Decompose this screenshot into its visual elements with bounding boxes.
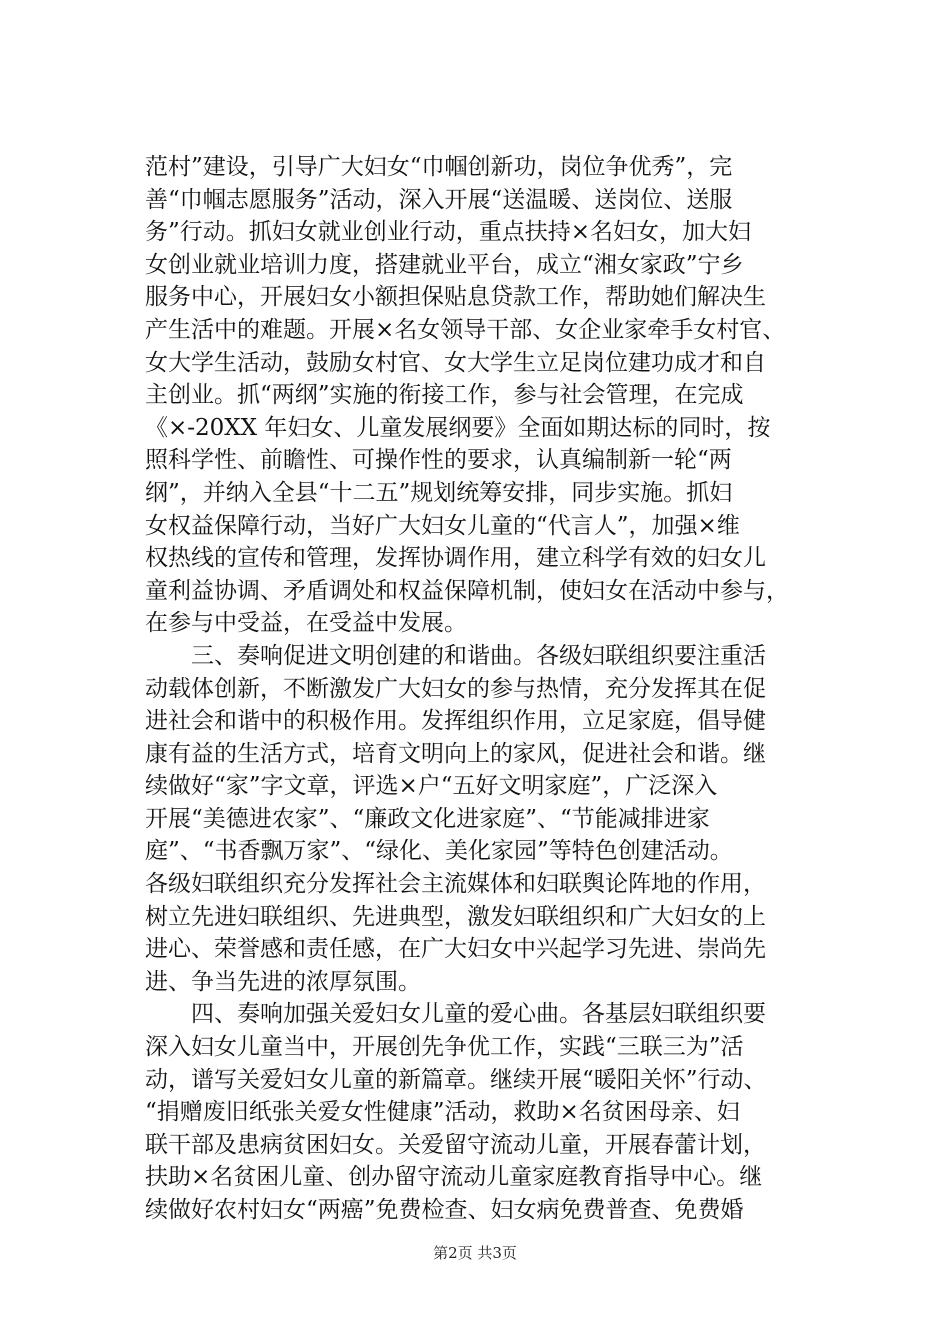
text-line: 务”行动。抓妇女就业创业行动，重点扶持×名妇女，加大妇 [145,219,752,246]
text-line: 动，谱写关爱妇女儿童的新篇章。继续开展“暖阳关怀”行动、 [145,1066,767,1093]
text-line: 进、争当先进的浓厚氛围。 [145,968,421,995]
text-line: 进社会和谐中的积极作用。发挥组织作用，立足家庭，倡导健 [145,708,766,735]
text-line: 在参与中受益，在受益中发展。 [145,610,467,637]
text-line: 照科学性、前瞻性、可操作性的要求，认真编制新一轮“两 [145,447,732,474]
page-footer: 第2页 共3页 [433,1244,517,1262]
text-line: 善“巾帼志愿服务”活动，深入开展“送温暖、送岗位、送服 [145,186,733,213]
text-line: 动载体创新，不断激发广大妇女的参与热情，充分发挥其在促 [145,675,766,702]
text-line: 续做好农村妇女“两癌”免费检查、妇女病免费普查、免费婚 [145,1197,744,1223]
text-line: 童利益协调、矛盾调处和权益保障机制，使妇女在活动中参与， [145,577,789,604]
text-line: 扶助×名贫困儿童、创办留守流动儿童家庭教育指导中心。继 [145,1164,763,1191]
text-line: 庭”、“书香飘万家”、“绿化、美化家园”等特色创建活动。 [145,838,733,865]
text-line: 树立先进妇联组织、先进典型，激发妇联组织和广大妇女的上 [145,903,766,930]
text-line: 联干部及患病贫困妇女。关爱留守流动儿童，开展春蕾计划， [145,1131,766,1158]
text-line: 四、奏响加强关爱妇女儿童的爱心曲。各基层妇联组织要 [145,1001,766,1028]
text-line: 康有益的生活方式，培育文明向上的家风，促进社会和谐。继 [145,740,766,767]
text-line: 《×-20XX 年妇女、儿童发展纲要》全面如期达标的同时，按 [145,414,771,441]
text-line: “捐赠废旧纸张关爱女性健康”活动，救助×名贫困母亲、妇 [145,1099,740,1126]
text-line: 进心、荣誉感和责任感，在广大妇女中兴起学习先进、崇尚先 [145,936,766,963]
text-line: 深入妇女儿童当中，开展创先争优工作，实践“三联三为”活 [145,1034,744,1061]
text-line: 开展“美德进农家”、“廉政文化进家庭”、“节能减排进家 [145,805,710,832]
body-text [145,151,845,1227]
text-line: 主创业。抓“两纲”实施的衔接工作，参与社会管理，在完成 [145,382,744,409]
text-line: 女权益保障行动，当好广大妇女儿童的“代言人”，加强×维 [145,512,740,539]
text-line: 各级妇联组织充分发挥社会主流媒体和妇联舆论阵地的作用， [145,871,766,898]
text-line: 权热线的宣传和管理，发挥协调作用，建立科学有效的妇女儿 [145,545,766,572]
text-line: 产生活中的难题。开展×名女领导干部、女企业家牵手女村官、 [145,316,786,343]
text-line: 服务中心，开展妇女小额担保贴息贷款工作，帮助她们解决生 [145,284,766,311]
text-line: 续做好“家”字文章，评选×户“五好文明家庭”，广泛深入 [145,773,718,800]
text-line: 纲”，并纳入全县“十二五”规划统筹安排，同步实施。抓妇 [145,479,733,506]
text-line: 三、奏响促进文明创建的和谐曲。各级妇联组织要注重活 [145,642,766,669]
text-line: 女大学生活动，鼓励女村官、女大学生立足岗位建功成才和自 [145,349,766,376]
text-line: 范村”建设，引导广大妇女“巾帼创新功，岗位争优秀”，完 [145,154,733,180]
text-line: 女创业就业培训力度，搭建就业平台，成立“湘女家政”宁乡 [145,251,744,278]
